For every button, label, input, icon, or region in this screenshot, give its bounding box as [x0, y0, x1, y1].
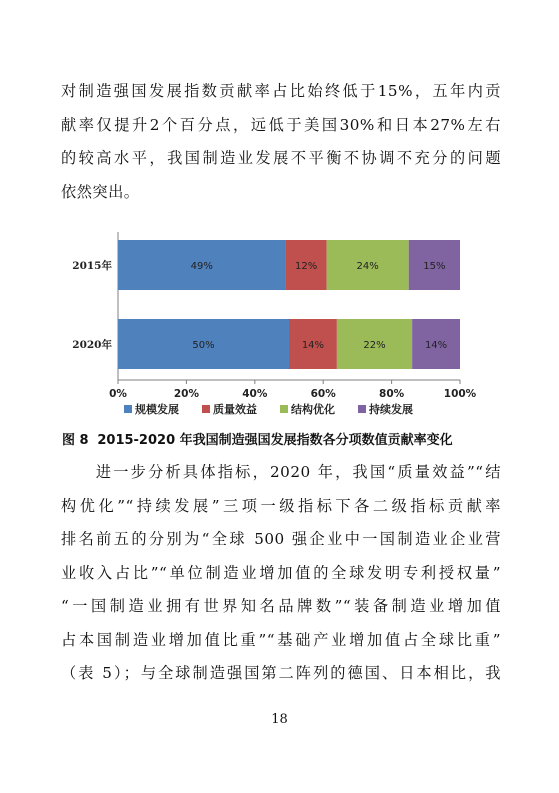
data-label: 50% [192, 340, 215, 351]
x-tick-label: 0% [109, 388, 127, 400]
legend-label: 质量效益 [213, 403, 257, 416]
figure-label: 图 8 [62, 433, 89, 448]
legend-label: 结构优化 [291, 403, 335, 416]
text-line: 的较高水平，我国制造业发展不平衡不协调不充分的问题 [61, 149, 501, 167]
paragraph-top [61, 75, 501, 209]
category-label: 2020年 [72, 339, 112, 351]
text-line: “一国制造业拥有世界知名品牌数”“装备制造业增加值 [61, 597, 501, 615]
figure-caption-text: 2015-2020 年我国制造强国发展指数各分项数值贡献率变化 [97, 433, 453, 448]
text-line: （表 5）；与全球制造强国第二阵列的德国、日本相比，我 [61, 664, 501, 682]
stacked-bar-chart [60, 232, 490, 430]
x-tick-label: 60% [310, 388, 336, 400]
legend-swatch [124, 405, 132, 413]
data-label: 22% [363, 340, 386, 351]
text-line: 进一步分析具体指标，2020 年，我国“质量效益”“结 [61, 463, 501, 481]
text-line: 依然突出。 [61, 182, 140, 201]
data-label: 24% [356, 261, 379, 272]
page-number: 18 [271, 712, 288, 727]
legend-swatch [202, 405, 210, 413]
x-tick-label: 80% [379, 388, 405, 400]
category-label: 2015年 [72, 260, 112, 272]
paragraph-bottom [61, 456, 501, 691]
legend-swatch [280, 405, 288, 413]
text-line: 业收入占比”“单位制造业增加值的全球发明专利授权量” [61, 563, 501, 582]
legend-swatch [358, 405, 366, 413]
text-line: 排名前五的分别为“全球 500 强企业中一国制造业企业营 [61, 530, 501, 548]
x-tick-label: 100% [443, 388, 477, 400]
legend-label: 持续发展 [369, 403, 413, 416]
figure-caption [62, 430, 502, 451]
data-label: 14% [424, 340, 448, 351]
data-label: 14% [301, 340, 325, 351]
text-line: 献率仅提升2个百分点，远低于美国30%和日本27%左右 [61, 115, 501, 134]
data-label: 15% [423, 261, 446, 272]
text-line: 对制造强国发展指数贡献率占比始终低于15%，五年内贡 [61, 82, 501, 100]
text-line: 构优化”“持续发展”三项一级指标下各二级指标贡献率 [61, 496, 501, 515]
data-label: 49% [190, 261, 213, 272]
x-tick-label: 20% [173, 388, 199, 400]
text-line: 占本国制造业增加值比重”“基础产业增加值占全球比重” [61, 630, 501, 649]
data-label: 12% [294, 261, 318, 272]
legend-label: 规模发展 [135, 403, 179, 416]
x-tick-label: 40% [242, 388, 268, 400]
